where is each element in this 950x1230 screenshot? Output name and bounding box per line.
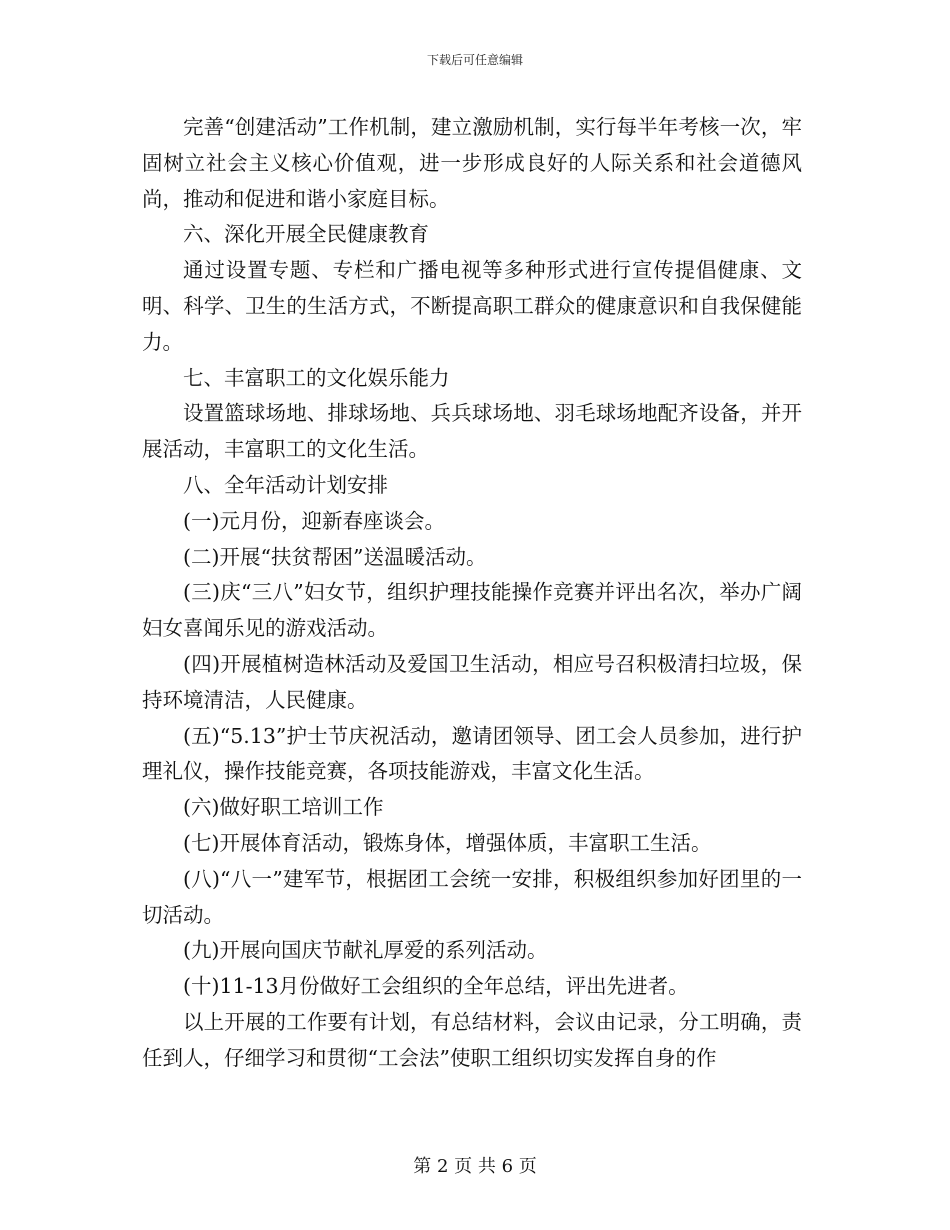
page-header: 下载后可任意编辑 bbox=[426, 53, 523, 67]
list-item: (六)做好职工培训工作 bbox=[183, 795, 384, 820]
list-item: (八)“八一”建军节，根据团工会统一安排，积极组织参加好团里的一切活动。 bbox=[142, 866, 802, 927]
list-item: (七)开展体育活动，锻炼身体，增强体质，丰富职工生活。 bbox=[183, 830, 712, 855]
list-item: (四)开展植树造林活动及爱国卫生活动，相应号召积极清扫垃圾，保持环境清洁，人民健康。 bbox=[142, 651, 802, 712]
paragraph: 完善“创建活动”工作机制，建立激励机制，实行每半年考核一次，牢固树立社会主义核心价值观，进一步形成良好的人际关系和社会道德风尚，推动和促进和谐小家庭目标。 bbox=[142, 115, 802, 211]
list-item: (五)“5.13”护士节庆祝活动，邀请团领导、团工会人员参加，进行护理礼仪，操作技能竞赛，各项技能游戏，丰富文化生活。 bbox=[142, 723, 802, 784]
list-item: (三)庆“三八”妇女节，组织护理技能操作竞赛并评出名次，举办广阔妇女喜闻乐见的游戏活动。 bbox=[142, 580, 802, 641]
paragraph: 通过设置专题、专栏和广播电视等多种形式进行宣传提倡健康、文明、科学、卫生的生活方式，不断提高职工群众的健康意识和自我保健能力。 bbox=[142, 258, 802, 354]
section-heading: 七、丰富职工的文化娱乐能力 bbox=[183, 365, 450, 390]
page-number: 第 2 页 共 6 页 bbox=[413, 1156, 537, 1177]
list-item: (十)11-13月份做好工会组织的全年总结，评出先进者。 bbox=[183, 974, 689, 999]
list-item: (一)元月份，迎新春座谈会。 bbox=[183, 508, 445, 533]
list-item: (九)开展向国庆节献礼厚爱的系列活动。 bbox=[183, 938, 548, 963]
paragraph: 以上开展的工作要有计划，有总结材料，会议由记录，分工明确，责任到人，仔细学习和贯彻“工会法”使职工组织切实发挥自身的作 bbox=[142, 1009, 802, 1070]
document-body bbox=[142, 110, 802, 1077]
section-heading: 八、全年活动计划安排 bbox=[183, 472, 388, 497]
section-heading: 六、深化开展全民健康教育 bbox=[183, 222, 429, 247]
list-item: (二)开展“扶贫帮困”送温暖活动。 bbox=[183, 544, 487, 569]
paragraph: 设置篮球场地、排球场地、兵兵球场地、羽毛球场地配齐设备，并开展活动，丰富职工的文化生活。 bbox=[142, 401, 802, 462]
